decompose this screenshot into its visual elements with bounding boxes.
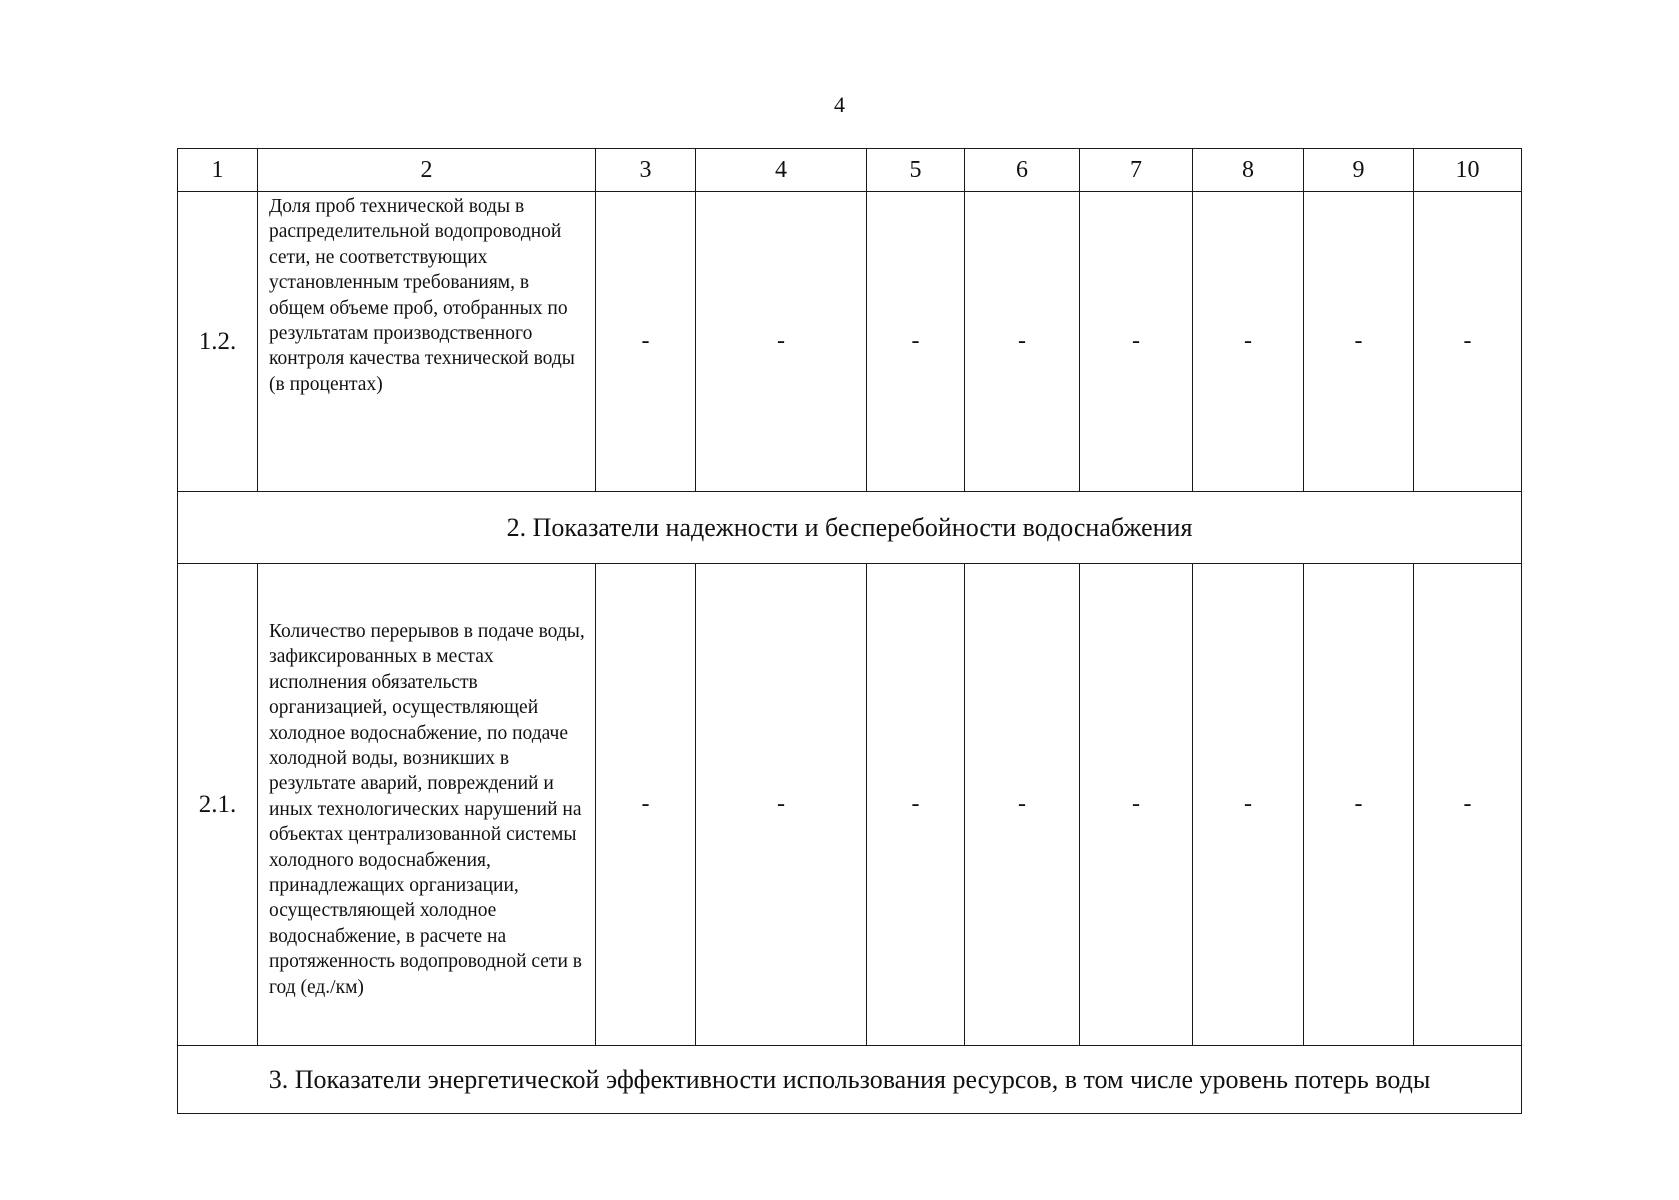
value-cell: - bbox=[965, 564, 1080, 1046]
column-header: 4 bbox=[696, 149, 867, 192]
column-header: 10 bbox=[1414, 149, 1522, 192]
section-row bbox=[178, 1046, 1522, 1114]
section-heading: 3. Показатели энергетической эффективности использования ресурсов, в том числе уровень потерь воды bbox=[178, 1046, 1522, 1114]
value-cell: - bbox=[696, 192, 867, 492]
value-cell: - bbox=[867, 564, 965, 1046]
indicator-description: Доля проб технической воды в распределительной водопроводной сети, не соответствующих установленным требованиям, в общем объеме проб, отобранных по результатам производственного контроля качества технической воды (в процентах) bbox=[258, 192, 596, 492]
value-cell: - bbox=[1080, 192, 1193, 492]
value-cell: - bbox=[596, 564, 696, 1046]
section-row bbox=[178, 492, 1522, 564]
value-cell: - bbox=[1304, 192, 1414, 492]
column-header: 2 bbox=[258, 149, 596, 192]
indicator-description: Количество перерывов в подаче воды, зафиксированных в местах исполнения обязательств организацией, осуществляющей холодное водоснабжение, по подаче холодной воды, возникших в результате аварий, повреждений и иных технологических нарушений на объектах централизованной системы холодного водоснабжения, принадлежащих организации, осуществляющей холодное водоснабжение, в расчете на протяженность водопроводной сети в год (ед./км) bbox=[258, 564, 596, 1046]
value-cell: - bbox=[1193, 564, 1304, 1046]
section-heading: 2. Показатели надежности и бесперебойности водоснабжения bbox=[178, 492, 1522, 564]
column-header: 6 bbox=[965, 149, 1080, 192]
value-cell: - bbox=[1414, 192, 1522, 492]
column-header: 8 bbox=[1193, 149, 1304, 192]
table-row bbox=[178, 564, 1522, 1046]
row-number: 1.2. bbox=[178, 192, 258, 492]
value-cell: - bbox=[1080, 564, 1193, 1046]
column-header: 1 bbox=[178, 149, 258, 192]
column-header: 9 bbox=[1304, 149, 1414, 192]
column-header: 5 bbox=[867, 149, 965, 192]
value-cell: - bbox=[867, 192, 965, 492]
indicators-table bbox=[177, 148, 1522, 1114]
page-number: 4 bbox=[834, 92, 845, 117]
column-header: 3 bbox=[596, 149, 696, 192]
value-cell: - bbox=[1414, 564, 1522, 1046]
value-cell: - bbox=[1304, 564, 1414, 1046]
value-cell: - bbox=[1193, 192, 1304, 492]
value-cell: - bbox=[596, 192, 696, 492]
table-header-row bbox=[178, 149, 1522, 192]
value-cell: - bbox=[965, 192, 1080, 492]
row-number: 2.1. bbox=[178, 564, 258, 1046]
table-row bbox=[178, 192, 1522, 492]
column-header: 7 bbox=[1080, 149, 1193, 192]
value-cell: - bbox=[696, 564, 867, 1046]
